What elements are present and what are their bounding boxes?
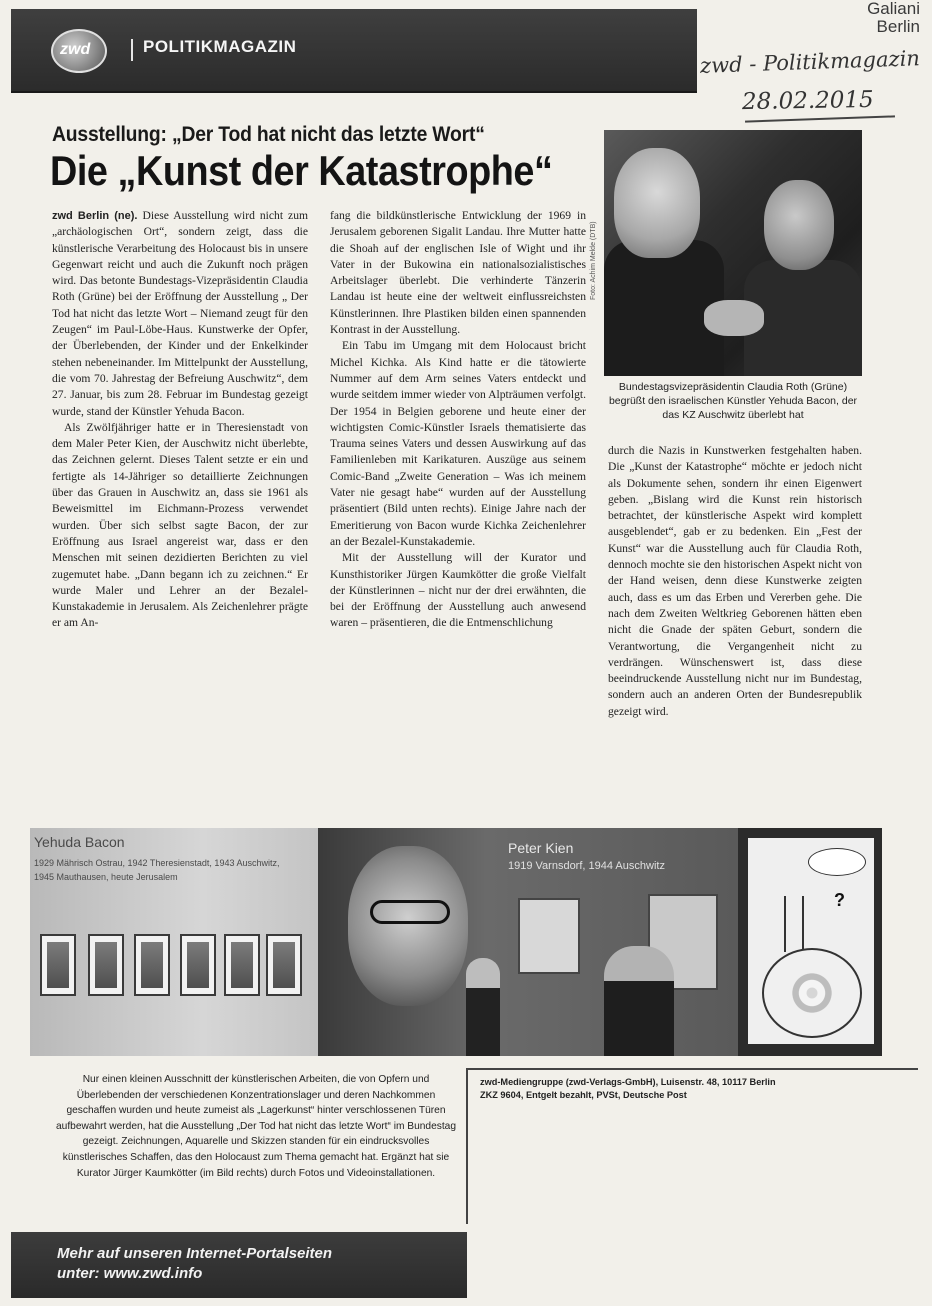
imprint-rule	[466, 1068, 918, 1070]
paragraph: durch die Nazis in Kunstwerken festgehalten haben. Die „Kunst der Katastrophe“ möchte er jedoch nicht als Dokumente sehen, sondern ihr einen Eigenwert geben. „Bislang wird die Kunst rein historisch betrachtet, der künstlerische Aspekt wird komplett ausgeblendet“, gab er zu bedenken. Ein „Fest der Kunst“ war die Ausstellung auch für Claudia Roth, dennoch mochte sie den historischen Aspekt nicht von der Hand weisen, denn diese Kunstwerke zeigten auch, dass es um das Erben und Vererben gehe. Die nach dem Zweiten Weltkrieg Geborenen hätten eben nicht die Gnade der späten Geburt, sondern die Verantwortung, die Vergangenheit nicht zu verdrängen. Wünschenswert ist, dass diese beeindruckende Ausstellung nicht nur im Bundestag, sondern auch an anderen Orten der Bundesrepublik gezeigt wird.	[608, 444, 862, 718]
photo-figure	[764, 180, 834, 270]
handwritten-date: 28.02.2015	[741, 86, 874, 116]
photo-credit: Foto: Achim Melde (DTB)	[590, 221, 597, 300]
paragraph: Mit der Ausstellung will der Kurator und Kunsthistoriker Jürgen Kaumkötter die große Vielfalt der Künstlerinnen – nicht nur der drei erwähnten, die bei der Eröffnung der Ausstellung auch anwesend waren – präsentieren, die die Entmenschlichung	[330, 551, 586, 630]
stamp-line-2: Berlin	[876, 17, 920, 36]
handwritten-underline	[745, 115, 895, 122]
artwork-frame	[224, 934, 260, 996]
paragraph	[52, 208, 308, 420]
magazine-title: POLITIKMAGAZIN	[143, 37, 297, 56]
photo-bacon-gallery	[30, 828, 318, 1056]
cartoon-panel	[748, 838, 874, 1044]
glasses-shape	[370, 900, 450, 924]
imprint-line: ZKZ 9604, Entgelt bezahlt, PVSt, Deutsche Post	[480, 1089, 687, 1100]
stamp-line-1: Galiani	[867, 0, 920, 18]
paragraph: fang die bildkünstlerische Entwicklung der 1969 in Jerusalem geborenen Sigalit Landau. Ihre Mutter hatte die Shoah auf der englischen Isle of Wight und ihr Vater in der Bukowina ein nationalsozialistisches Arbeitslager überlebt. Die verhinderte Tänzerin Landau ist heute eine der weltweit einflussreichsten Künstlerinnen. Ihre Plastiken bilden einen spannenden Kontrast in der Ausstellung.	[330, 209, 586, 337]
article-headline: Die „Kunst der Katastrophe“	[50, 147, 553, 194]
cartoon-figure	[784, 896, 804, 952]
photo-caption-bottom: Nur einen kleinen Ausschnitt der künstlerischen Arbeiten, die von Opfern und Überlebenden der verschiedenen Konzentrationslager und deren Nachkommen geschaffen wurden und heute zumeist als „Lagerkunst“ hinter verschlossenen Türen aufbewahrt werden, hat die Ausstellung „Der Tod hat nicht das letzte Wort“ im Bundestag gezeigt. Zeichnungen, Aquarelle und Skizzen standen für ein eindrucksvolles künstlerisches Schaffen, das den Holocaust zum Thema gemacht hat. Ergänzt hat sie Kurator Jürger Kaumkötter (im Bild rechts) durch Fotos und Videoinstallationen.	[56, 1074, 456, 1179]
paragraph: Ein Tabu im Umgang mit dem Holocaust bricht Michel Kichka. Als Kind hatte er die tätowierte Nummer auf dem Arm seines Vaters entdeckt und wurde seitdem immer wieder von Alpträumen verfolgt. Der 1954 in Belgien geborene und heute einer der wichtigsten Comic-Künstler Israels thematisierte das Trauma seines Vaters und dessen Auswirkung auf das Familienleben mit Karikaturen. Auszüge aus seinem Comic-Band „Zweite Generation – Was ich meinem Vater nie gesagt habe“ wurden auf der Ausstellung präsentiert (Bild unten rechts). Einige Jahre nach der Emeritierung von Bacon wurde Kichka Zeichenlehrer an der Bezalel-Kunstakademie.	[330, 339, 586, 548]
gallery-wall-text: 1929 Mährisch Ostrau, 1942 Theresienstadt, 1943 Auschwitz,	[34, 858, 280, 868]
article-column-2	[330, 208, 586, 844]
imprint	[480, 1076, 900, 1101]
imprint-line: zwd-Mediengruppe (zwd-Verlags-GmbH), Luisenstr. 48, 10117 Berlin	[480, 1077, 776, 1087]
masthead-divider	[131, 39, 133, 61]
archive-stamp	[867, 0, 920, 36]
cartoon-globe	[762, 948, 862, 1038]
imprint-rule-vertical	[466, 1068, 468, 1224]
gallery-wall-text: 1945 Mauthausen, heute Jerusalem	[34, 872, 178, 882]
artwork-frame	[88, 934, 124, 996]
paragraph-text: Diese Ausstellung wird nicht zum „archäologischen Ort“, sondern zeigt, dass die künstlerische Verarbeitung des Holocaust bis in unsere Gegenwart reicht und auch die Zukunft noch prägen wird. Das betonte Bundestags-Vizepräsidentin Claudia Roth (Grüne) bei der Eröffnung der Ausstellung „ Der Tod hat nicht das letzte Wort – Niemand zeugt für den Zeugen“ im Paul-Löbe-Haus. Kunstwerke der Opfer, der Überlebenden, der Kinder und der Enkelkinder stehen nebeneinander. Im Mittelpunkt der Ausstellung, die vom 70. Jahrestag der Befreiung Auschwitz“, dem 27. Januar, bis zum 28. Februar im Bundestag gezeigt wurde, stand der Künstler Yehuda Bacon.	[52, 209, 308, 418]
footer-text	[57, 1244, 332, 1284]
artwork-frame	[134, 934, 170, 996]
photo-kichka-cartoon	[738, 828, 882, 1056]
photo-handshake	[704, 300, 764, 336]
paragraph: Als Zwölfjähriger hatte er in Theresienstadt von dem Maler Peter Kien, der Auschwitz nicht überlebte, das Zeichnen gelernt. Dieses Talent setzte er ein und fertigte als 14-Jähriger so detaillierte Zeichnungen über das Grauen in Auschwitz an, dass sie 1961 als Beweismittel im Eichmann-Prozess verwendet wurden. Über sich selbst sagte Bacon, der zur Eröffnung aus Israel angereist war, dass er den Menschen mit seinen dezidierten Berichten zu viel zugemutet habe. „Dann begann ich zu zeichnen.“ Er wurde Maler und Lehrer an der Bezalel-Kunstakademie in Jerusalem. Als Zeichenlehrer prägte er am An-	[52, 420, 308, 630]
gallery-wall-title: Peter Kien	[508, 840, 574, 856]
dateline: zwd Berlin (ne).	[52, 210, 138, 222]
photo-roth-bacon	[604, 130, 862, 376]
cartoon-question-mark: ?	[834, 890, 845, 910]
footer-bar	[11, 1232, 467, 1298]
photo-kien-gallery	[318, 828, 738, 1056]
article-column-3	[608, 443, 862, 841]
handwritten-source: zwd - Politikmagazin	[699, 46, 921, 78]
artwork-frame	[40, 934, 76, 996]
kien-portrait	[348, 846, 468, 1006]
exhibition-photo-strip	[30, 828, 882, 1056]
curator-figure	[604, 946, 674, 1056]
speech-balloon	[808, 848, 866, 876]
visitor-figure	[466, 958, 500, 1056]
artwork-frame	[266, 934, 302, 996]
photo-caption-top: Bundestagsvizepräsidentin Claudia Roth (Grüne) begrüßt den israelischen Künstler Yehuda Bacon, der das KZ Auschwitz überlebt hat	[608, 381, 858, 421]
zwd-logo	[51, 29, 107, 73]
masthead-bar	[11, 9, 697, 93]
gallery-wall-text: 1919 Varnsdorf, 1944 Auschwitz	[508, 860, 665, 872]
article-kicker: Ausstellung: „Der Tod hat nicht das letzte Wort“	[52, 123, 485, 146]
footer-line: Mehr auf unseren Internet-Portalseiten	[57, 1245, 333, 1262]
photo-figure	[614, 148, 700, 258]
footer-url: unter: www.zwd.info	[57, 1265, 203, 1282]
article-column-1	[52, 208, 308, 844]
artwork-frame	[180, 934, 216, 996]
logo-text: zwd	[60, 41, 91, 58]
gallery-wall-title: Yehuda Bacon	[34, 834, 125, 850]
artwork-frame	[518, 898, 580, 974]
